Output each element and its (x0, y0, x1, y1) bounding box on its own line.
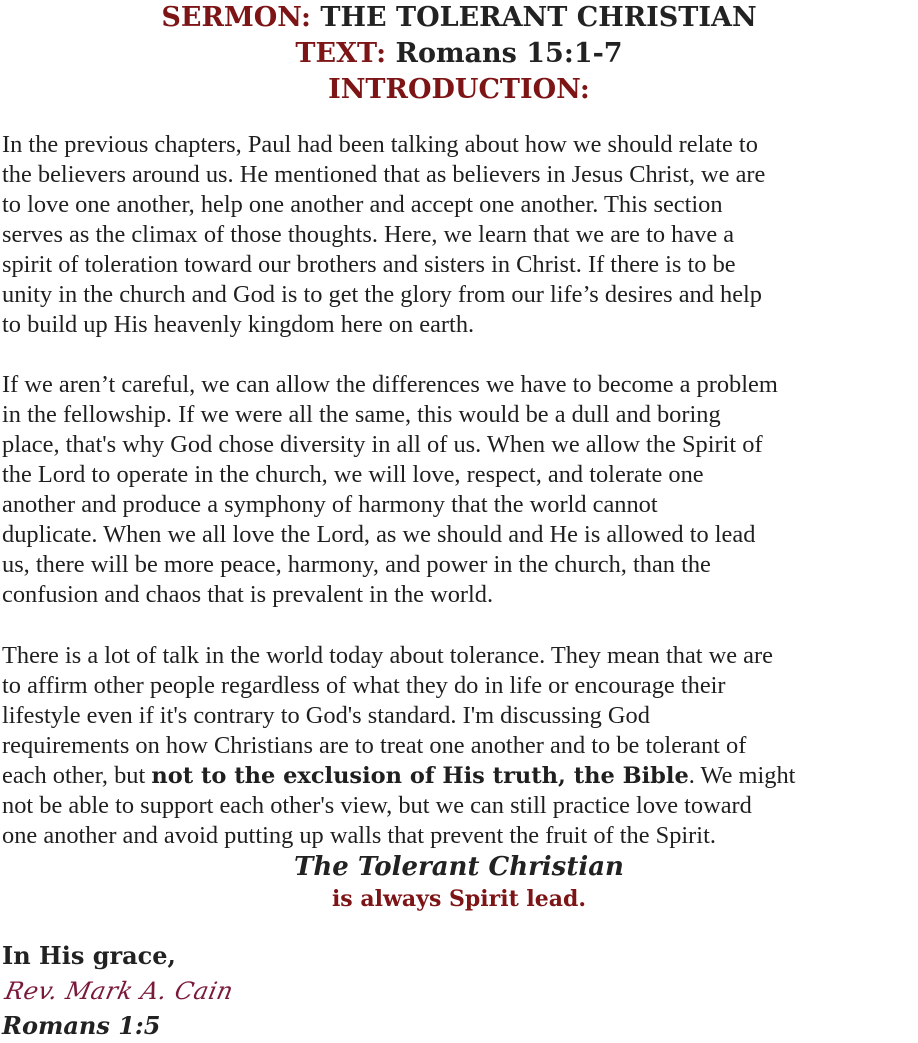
paragraph-line: duplicate. When we all love the Lord, as we should and He is allowed to lead (2, 521, 756, 548)
signature: Rev. Mark A. Cain (2, 977, 237, 1005)
text-label: TEXT: (295, 38, 387, 69)
paragraph-line: requirements on how Christians are to treat one another and to be tolerant of (2, 732, 747, 759)
paragraph-line: If we aren’t careful, we can allow the differences we have to become a problem (2, 371, 778, 398)
paragraph-line-with-emphasis (2, 761, 918, 791)
paragraph-line: to love one another, help one another and accept one another. This section (2, 191, 723, 218)
sermon-title-line (0, 0, 918, 36)
paragraph-line: serves as the climax of those thoughts. Here, we learn that we are to have a (2, 221, 735, 248)
paragraph-line: in the fellowship. If we were all the same, this would be a dull and boring (2, 401, 721, 428)
paragraph-line: to build up His heavenly kingdom here on earth. (2, 311, 475, 338)
sermon-label: SERMON: (161, 2, 311, 33)
paragraph-line: There is a lot of talk in the world today about tolerance. They mean that we are (2, 642, 773, 669)
text-reference: Romans 15:1-7 (395, 38, 623, 69)
paragraph-text: each other, but (2, 762, 152, 789)
tagline-subtitle: is always Spirit lead. (331, 886, 587, 912)
paragraph-line: not be able to support each other's view, but we can still practice love toward (2, 792, 752, 819)
paragraph-3 (2, 641, 918, 851)
text-reference-line (0, 36, 918, 72)
paragraph-line: another and produce a symphony of harmony that the world cannot (2, 491, 658, 518)
paragraph-line: spirit of toleration toward our brothers and sisters in Christ. If there is to be (2, 251, 736, 278)
introduction-heading: INTRODUCTION: (328, 74, 590, 105)
paragraph-line: confusion and chaos that is prevalent in the world. (2, 581, 494, 608)
paragraph-line: one another and avoid putting up walls that prevent the fruit of the Spirit. (2, 822, 716, 849)
paragraph-line: the believers around us. He mentioned that as believers in Jesus Christ, we are (2, 161, 766, 188)
emphasis-bible-truth: not to the exclusion of His truth, the Bible (151, 763, 689, 789)
paragraph-line: In the previous chapters, Paul had been talking about how we should relate to (2, 131, 758, 158)
paragraph-2 (2, 370, 918, 610)
tagline-title: The Tolerant Christian (294, 852, 624, 882)
paragraph-line: to affirm other people regardless of what they do in life or encourage their (2, 672, 726, 699)
paragraph-1 (2, 130, 918, 340)
paragraph-line: us, there will be more peace, harmony, and power in the church, than the (2, 551, 711, 578)
paragraph-line: the Lord to operate in the church, we will love, respect, and tolerate one (2, 461, 704, 488)
closing-salutation: In His grace, (2, 941, 176, 970)
paragraph-line: place, that's why God chose diversity in all of us. When we allow the Spirit of (2, 431, 763, 458)
paragraph-line: unity in the church and God is to get the glory from our life’s desires and help (2, 281, 763, 308)
sermon-title: THE TOLERANT CHRISTIAN (320, 2, 757, 33)
paragraph-line: lifestyle even if it's contrary to God's standard. I'm discussing God (2, 702, 650, 729)
closing-verse: Romans 1:5 (2, 1011, 161, 1040)
paragraph-text: . We might (688, 762, 796, 789)
